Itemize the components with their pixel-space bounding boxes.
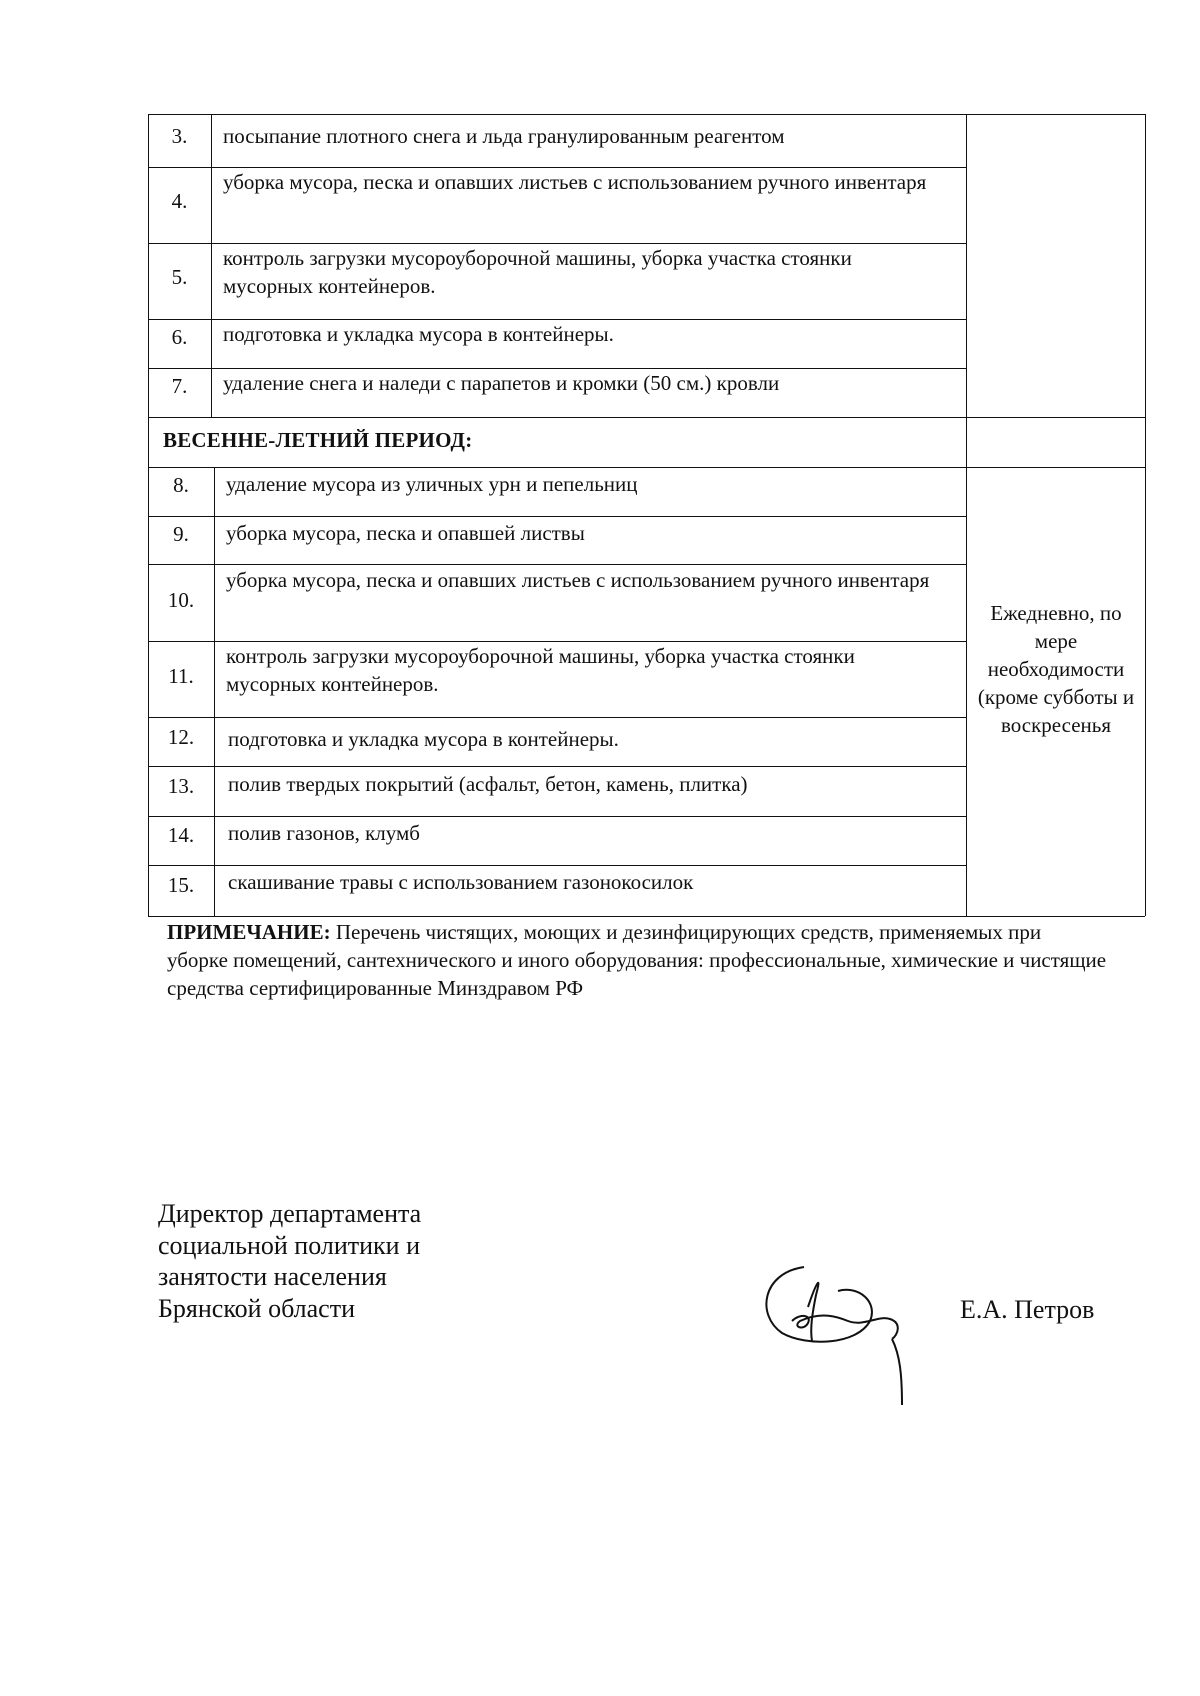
table-border (148, 865, 966, 866)
row-text: подготовка и укладка мусора в контейнеры. (223, 322, 614, 346)
row-number: 14. (167, 823, 195, 847)
row-text: удаление мусора из уличных урн и пепельниц (226, 472, 638, 496)
row-number: 8. (173, 473, 189, 497)
table-border (214, 467, 215, 916)
note-text: Перечень чистящих, моющих и дезинфицирующих средств, применяемых при уборке помещений, сантехнического и иного оборудования: профессиональные, химические и чистящие средства сертифицированные Минздравом РФ (167, 920, 1107, 1000)
row-text: подготовка и укладка мусора в контейнеры. (228, 727, 619, 751)
row-text: полив газонов, клумб (228, 821, 420, 845)
table-border (148, 816, 966, 817)
cleaning-schedule-table (148, 114, 1145, 916)
table-border (148, 717, 966, 718)
row-text: контроль загрузки мусороуборочной машины, уборка участка стоянки мусорных контейнеров. (226, 644, 855, 696)
row-number: 7. (171, 374, 188, 398)
row-text: удаление снега и наледи с парапетов и кромки (50 см.) кровли (223, 371, 780, 395)
table-border (148, 564, 966, 565)
row-number: 6. (171, 325, 188, 349)
table-border (148, 467, 1145, 468)
table-border (148, 417, 1145, 418)
row-number: 15. (167, 873, 195, 897)
table-border (148, 766, 966, 767)
note-paragraph (167, 918, 1107, 1002)
note-label: ПРИМЕЧАНИЕ: (167, 920, 331, 944)
row-number: 12. (167, 725, 195, 749)
table-border (148, 114, 1145, 115)
signatory-name: Е.А. Петров (960, 1295, 1095, 1324)
signatory-title (158, 1198, 421, 1324)
section-header: ВЕСЕННЕ-ЛЕТНИЙ ПЕРИОД: (163, 428, 473, 452)
row-text: уборка мусора, песка и опавших листьев с использованием ручного инвентаря (223, 170, 927, 194)
signatory-title-line: Директор департамента (158, 1199, 422, 1228)
row-text: уборка мусора, песка и опавшей листвы (226, 521, 585, 545)
row-number: 9. (173, 522, 189, 546)
row-text: контроль загрузки мусороуборочной машины, уборка участка стоянки мусорных контейнеров. (223, 246, 852, 298)
row-number: 10. (167, 588, 195, 612)
row-number: 3. (171, 124, 188, 148)
table-border (211, 114, 212, 417)
row-text: скашивание травы с использованием газонокосилок (228, 870, 694, 894)
signatory-title-line: Брянской области (158, 1293, 355, 1323)
signatory-title-line: социальной политики и (158, 1230, 420, 1260)
row-number: 13. (167, 774, 195, 798)
signatory-title-line: занятости населения (158, 1262, 387, 1291)
row-number: 11. (168, 664, 194, 688)
row-text: полив твердых покрытий (асфальт, бетон, камень, плитка) (228, 772, 748, 796)
table-border (148, 916, 1145, 917)
table-border (148, 516, 966, 517)
table-border (1145, 114, 1146, 916)
row-text: посыпание плотного снега и льда гранулированным реагентом (223, 124, 785, 148)
row-number: 4. (171, 189, 188, 213)
frequency-cell: Ежедневно, по мере необходимости (кроме субботы и воскресенья (977, 601, 1135, 737)
row-number: 5. (171, 265, 188, 289)
row-text: уборка мусора, песка и опавших листьев с использованием ручного инвентаря (226, 568, 930, 592)
table-border (966, 114, 967, 916)
handwritten-signature (752, 1255, 922, 1415)
